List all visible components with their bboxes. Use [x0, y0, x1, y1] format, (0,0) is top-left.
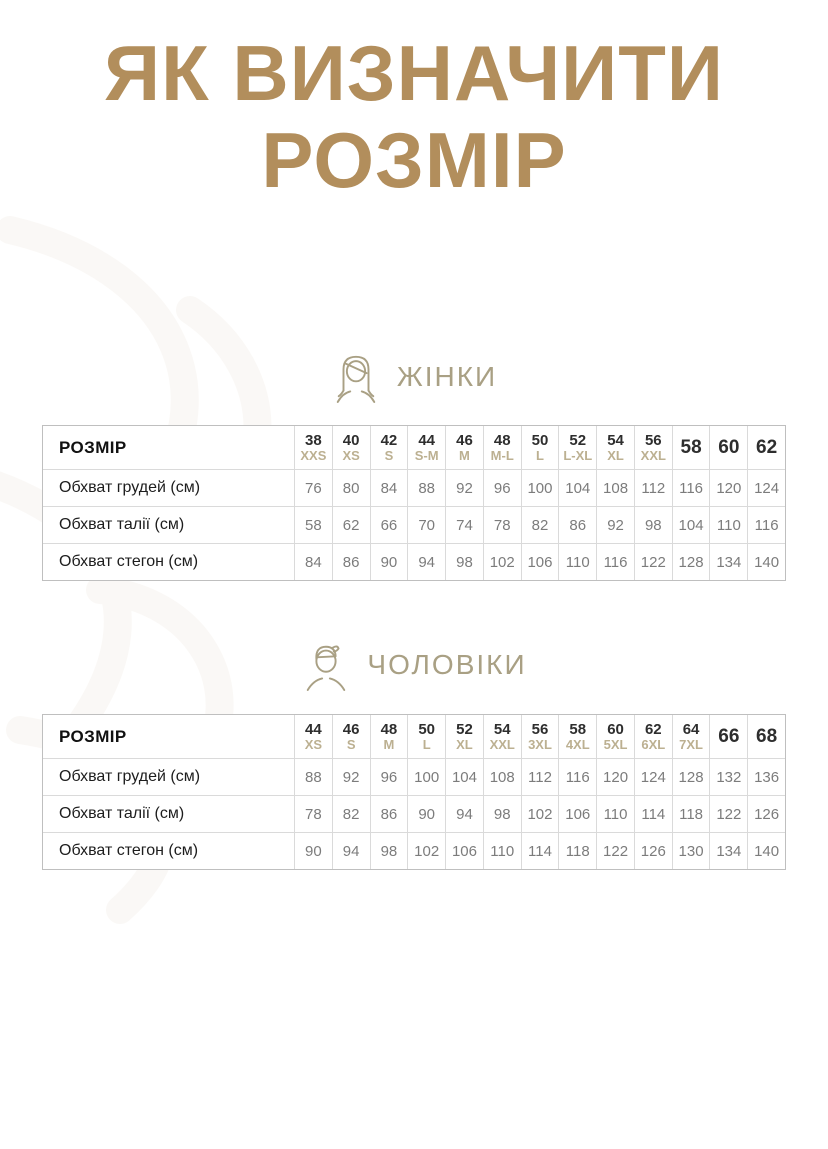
value-cell: 98 — [634, 506, 672, 543]
size-column-header — [672, 715, 710, 758]
value-cell: 76 — [294, 469, 332, 506]
size-column-header — [709, 715, 747, 758]
size-number: 58 — [569, 720, 587, 738]
value-cell: 110 — [558, 543, 596, 580]
value-cell: 122 — [634, 543, 672, 580]
size-column-header — [407, 715, 445, 758]
size-column-header — [747, 715, 785, 758]
row-label: Обхват грудей (см) — [43, 758, 294, 795]
value-cell: 92 — [332, 758, 370, 795]
value-cell: 114 — [634, 795, 672, 832]
value-cell: 94 — [332, 832, 370, 869]
value-cell: 100 — [407, 758, 445, 795]
value-cell: 84 — [294, 543, 332, 580]
page-title-line1: ЯК ВИЗНАЧИТИ — [104, 29, 724, 117]
size-column-header — [370, 715, 408, 758]
size-letter: XXL — [640, 447, 666, 463]
size-number: 52 — [456, 720, 473, 738]
value-cell: 140 — [747, 832, 785, 869]
value-cell: 110 — [709, 506, 747, 543]
size-column-header — [596, 715, 634, 758]
size-number: 60 — [718, 436, 740, 458]
value-cell: 104 — [558, 469, 596, 506]
size-letter: 6XL — [641, 736, 666, 752]
value-cell: 94 — [445, 795, 483, 832]
size-number: 46 — [342, 720, 360, 738]
value-cell: 130 — [672, 832, 710, 869]
size-number: 66 — [718, 725, 740, 747]
size-letter: L-XL — [563, 447, 593, 463]
size-number: 40 — [342, 431, 360, 449]
woman-icon — [331, 350, 381, 404]
value-cell: 78 — [294, 795, 332, 832]
size-number: 58 — [680, 436, 702, 458]
size-number: 52 — [569, 431, 587, 449]
size-letter: 5XL — [603, 736, 628, 752]
value-cell: 90 — [294, 832, 332, 869]
value-cell: 102 — [407, 832, 445, 869]
value-cell: 100 — [521, 469, 559, 506]
value-cell: 62 — [332, 506, 370, 543]
value-cell: 92 — [445, 469, 483, 506]
table-row — [43, 469, 785, 506]
value-cell: 132 — [709, 758, 747, 795]
value-cell: 98 — [445, 543, 483, 580]
size-column-header — [558, 715, 596, 758]
size-letter: XL — [607, 447, 624, 463]
value-cell: 134 — [709, 543, 747, 580]
size-column-header — [747, 426, 785, 469]
size-column-header — [521, 715, 559, 758]
value-cell: 124 — [747, 469, 785, 506]
value-cell: 104 — [445, 758, 483, 795]
value-cell: 82 — [521, 506, 559, 543]
size-letter: XXS — [300, 447, 327, 463]
table-row — [43, 506, 785, 543]
value-cell: 86 — [332, 543, 370, 580]
table-row — [43, 543, 785, 580]
men-size-table — [42, 714, 786, 870]
man-icon — [301, 638, 351, 692]
size-column-header — [596, 426, 634, 469]
size-column-header — [558, 426, 596, 469]
value-cell: 98 — [370, 832, 408, 869]
size-number: 60 — [607, 720, 624, 738]
row-label: Обхват талії (см) — [43, 795, 294, 832]
value-cell: 126 — [747, 795, 785, 832]
size-letter: XXL — [489, 736, 515, 752]
size-column-header — [407, 426, 445, 469]
size-number: 48 — [380, 720, 398, 738]
size-letter: XS — [342, 447, 360, 463]
size-column-header — [370, 426, 408, 469]
table-row — [43, 795, 785, 832]
value-cell: 136 — [747, 758, 785, 795]
value-cell: 102 — [483, 543, 521, 580]
value-cell: 118 — [558, 832, 596, 869]
size-number: 44 — [418, 431, 436, 449]
size-number: 44 — [305, 720, 322, 738]
value-cell: 118 — [672, 795, 710, 832]
size-column-header — [445, 426, 483, 469]
value-cell: 94 — [407, 543, 445, 580]
size-number: 50 — [531, 431, 549, 449]
value-cell: 104 — [672, 506, 710, 543]
value-cell: 70 — [407, 506, 445, 543]
table-row — [43, 832, 785, 869]
size-letter: S — [346, 736, 356, 752]
size-number: 64 — [682, 720, 700, 738]
value-cell: 96 — [370, 758, 408, 795]
value-cell: 128 — [672, 543, 710, 580]
size-header-label: РОЗМІР — [59, 437, 127, 457]
value-cell: 88 — [294, 758, 332, 795]
size-number: 56 — [644, 431, 662, 449]
value-cell: 114 — [521, 832, 559, 869]
men-section-header — [0, 638, 828, 692]
size-column-header — [709, 426, 747, 469]
size-letter: M — [383, 736, 395, 752]
size-letter: L — [422, 736, 431, 752]
size-column-header — [445, 715, 483, 758]
size-column-header — [294, 426, 332, 469]
row-label: Обхват стегон (см) — [43, 832, 294, 869]
value-cell: 112 — [521, 758, 559, 795]
value-cell: 98 — [483, 795, 521, 832]
value-cell: 112 — [634, 469, 672, 506]
size-letter: M-L — [490, 447, 514, 463]
value-cell: 122 — [596, 832, 634, 869]
size-number: 56 — [531, 720, 549, 738]
value-cell: 102 — [521, 795, 559, 832]
row-label: Обхват талії (см) — [43, 506, 294, 543]
size-number: 48 — [493, 431, 511, 449]
size-number: 46 — [456, 431, 473, 449]
size-letter: S — [384, 447, 394, 463]
value-cell: 78 — [483, 506, 521, 543]
size-number: 68 — [756, 725, 778, 747]
size-letter: XS — [304, 736, 323, 752]
size-header-label: РОЗМІР — [59, 726, 127, 746]
size-letter: L — [536, 447, 544, 463]
value-cell: 128 — [672, 758, 710, 795]
size-column-header — [634, 715, 672, 758]
value-cell: 122 — [709, 795, 747, 832]
size-number: 38 — [305, 431, 322, 449]
value-cell: 88 — [407, 469, 445, 506]
value-cell: 92 — [596, 506, 634, 543]
value-cell: 108 — [596, 469, 634, 506]
size-number: 62 — [644, 720, 662, 738]
value-cell: 120 — [709, 469, 747, 506]
value-cell: 106 — [445, 832, 483, 869]
value-cell: 108 — [483, 758, 521, 795]
value-cell: 126 — [634, 832, 672, 869]
value-cell: 80 — [332, 469, 370, 506]
size-letter: 7XL — [679, 736, 703, 752]
page-title — [0, 30, 828, 205]
value-cell: 116 — [672, 469, 710, 506]
size-number: 50 — [418, 720, 436, 738]
size-letter: 3XL — [528, 736, 552, 752]
men-section-label: ЧОЛОВІКИ — [367, 649, 527, 680]
value-cell: 82 — [332, 795, 370, 832]
value-cell: 140 — [747, 543, 785, 580]
size-column-header — [521, 426, 559, 469]
size-column-header — [332, 426, 370, 469]
value-cell: 90 — [407, 795, 445, 832]
value-cell: 86 — [370, 795, 408, 832]
size-column-header — [634, 426, 672, 469]
women-section-label: ЖІНКИ — [396, 361, 498, 392]
size-number: 42 — [380, 431, 398, 449]
table-header-row — [43, 715, 785, 758]
value-cell: 90 — [370, 543, 408, 580]
size-letter: M — [459, 447, 470, 463]
value-cell: 66 — [370, 506, 408, 543]
row-label: Обхват стегон (см) — [43, 543, 294, 580]
value-cell: 106 — [521, 543, 559, 580]
value-cell: 110 — [596, 795, 634, 832]
row-label: Обхват грудей (см) — [43, 469, 294, 506]
value-cell: 84 — [370, 469, 408, 506]
size-letter: S-M — [414, 447, 439, 463]
value-cell: 96 — [483, 469, 521, 506]
value-cell: 116 — [747, 506, 785, 543]
value-cell: 106 — [558, 795, 596, 832]
size-letter: 4XL — [565, 736, 590, 752]
size-column-header — [332, 715, 370, 758]
value-cell: 134 — [709, 832, 747, 869]
value-cell: 116 — [596, 543, 634, 580]
value-cell: 124 — [634, 758, 672, 795]
size-number: 54 — [493, 720, 511, 738]
size-letter: XL — [456, 736, 473, 752]
value-cell: 110 — [483, 832, 521, 869]
page-title-line2: РОЗМІР — [261, 116, 567, 205]
table-row — [43, 758, 785, 795]
value-cell: 74 — [445, 506, 483, 543]
size-column-header — [483, 715, 521, 758]
value-cell: 58 — [294, 506, 332, 543]
size-number: 62 — [756, 436, 778, 458]
women-section-header — [0, 350, 828, 404]
value-cell: 86 — [558, 506, 596, 543]
women-size-table — [42, 425, 786, 581]
size-number: 54 — [607, 431, 624, 449]
size-column-header — [294, 715, 332, 758]
value-cell: 116 — [558, 758, 596, 795]
table-header-row — [43, 426, 785, 469]
value-cell: 120 — [596, 758, 634, 795]
size-column-header — [672, 426, 710, 469]
size-column-header — [483, 426, 521, 469]
